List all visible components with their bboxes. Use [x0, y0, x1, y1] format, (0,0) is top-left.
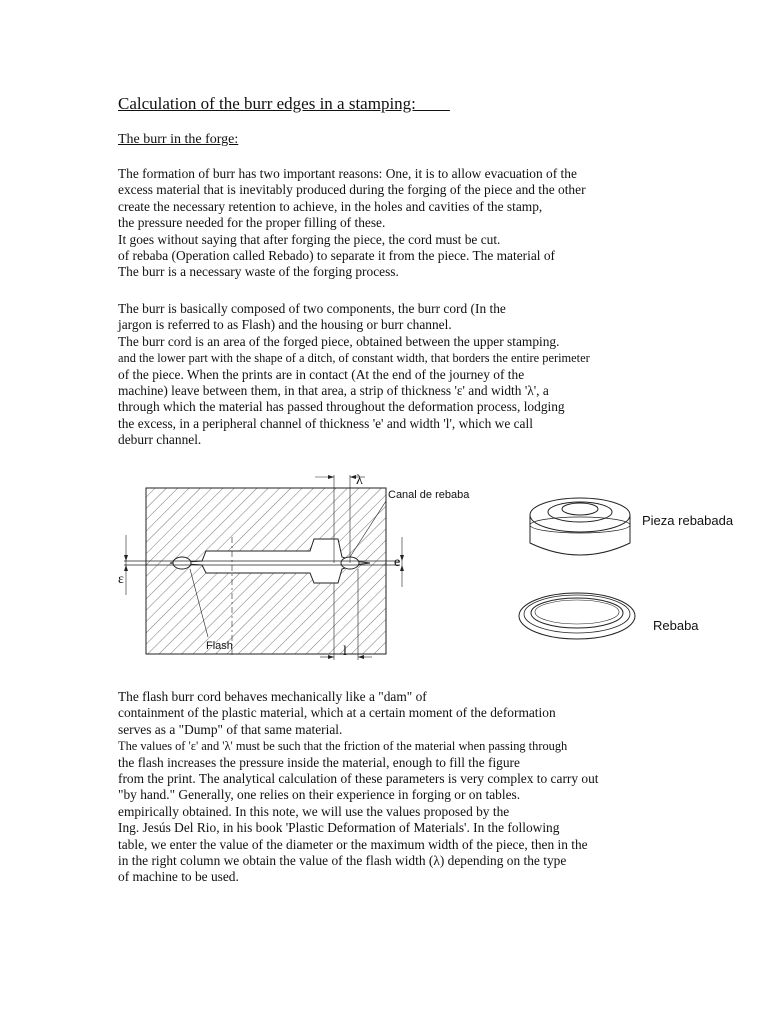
flash-label: Flash [206, 640, 233, 652]
l-symbol: l [343, 644, 347, 659]
rebaba-label: Rebaba [653, 618, 699, 633]
text-line: empirically obtained. In this note, we will use the values proposed by the [118, 803, 510, 819]
text-line: through which the material has passed throughout the deformation process, lodging [118, 399, 565, 415]
text-line: The flash burr cord behaves mechanically like a "dam" of [118, 689, 427, 704]
text-line: The burr is basically composed of two components, the burr cord (In the [118, 301, 506, 316]
text-line: It goes without saying that after forging the piece, the cord must be cut. [118, 231, 501, 247]
text-line: table, we enter the value of the diameter or the maximum width of the piece, then in the [118, 836, 588, 852]
text-line: of rebaba (Operation called Rebado) to separate it from the piece. The material of [118, 248, 555, 264]
forged-piece-illustration [530, 498, 630, 555]
text-line: the flash increases the pressure inside the material, enough to fill the figure [118, 754, 520, 770]
text-line: "by hand." Generally, one relies on their experience in forging or on tables. [118, 787, 521, 803]
text-line: the excess, in a peripheral channel of thickness 'e' and width 'l', which we call [118, 415, 533, 431]
paragraph-burr-formation [118, 166, 586, 281]
text-line: The burr is a necessary waste of the forging process. [118, 264, 399, 280]
flash-ring-illustration [519, 593, 635, 639]
text-line: containment of the plastic material, which at a certain moment of the deformation [118, 705, 556, 721]
text-line: The values of 'ε' and 'λ' must be such that the friction of the material when passing through [118, 739, 568, 754]
text-line: create the necessary retention to achieve, in the holes and cavities of the stamp, [118, 198, 543, 214]
text-line: of machine to be used. [118, 869, 239, 885]
epsilon-symbol: ε [118, 572, 124, 587]
text-line: in the right column we obtain the value of the flash width (λ) depending on the type [118, 853, 567, 869]
text-line: machine) leave between them, in that area, a strip of thickness 'ε' and width 'λ', a [118, 383, 549, 399]
text-line: the pressure needed for the proper filling of these. [118, 215, 386, 231]
text-line: excess material that is inevitably produced during the forging of the piece and the other [118, 182, 586, 198]
text-line: jargon is referred to as Flash) and the housing or burr channel. [118, 317, 452, 333]
text-line: The formation of burr has two important reasons: One, it is to allow evacuation of the [118, 166, 577, 181]
forging-diagram [110, 465, 750, 665]
document-title: Calculation of the burr edges in a stamping: [118, 94, 450, 113]
paragraph-burr-components [118, 301, 590, 449]
die-cross-section [124, 488, 400, 655]
paragraph-flash-cord [118, 689, 599, 886]
e-symbol: e [394, 555, 401, 570]
pieza-label: Pieza rebabada [642, 513, 734, 528]
lambda-symbol: λ [356, 473, 363, 488]
text-line: and the lower part with the shape of a ditch, of constant width, that borders the entire perimeter [118, 351, 590, 366]
text-line: deburr channel. [118, 432, 202, 448]
text-line: The burr cord is an area of the forged piece, obtained between the upper stamping. [118, 333, 560, 349]
text-line: Ing. Jesús Del Rio, in his book 'Plastic Deformation of Materials'. In the following [118, 820, 560, 836]
text-line: from the print. The analytical calculation of these parameters is very complex to carry out [118, 771, 599, 787]
text-line: serves as a "Dump" of that same material. [118, 721, 343, 737]
canal-label: Canal de rebaba [388, 489, 470, 501]
section-heading: The burr in the forge: [118, 132, 239, 147]
text-line: of the piece. When the prints are in contact (At the end of the journey of the [118, 366, 525, 382]
